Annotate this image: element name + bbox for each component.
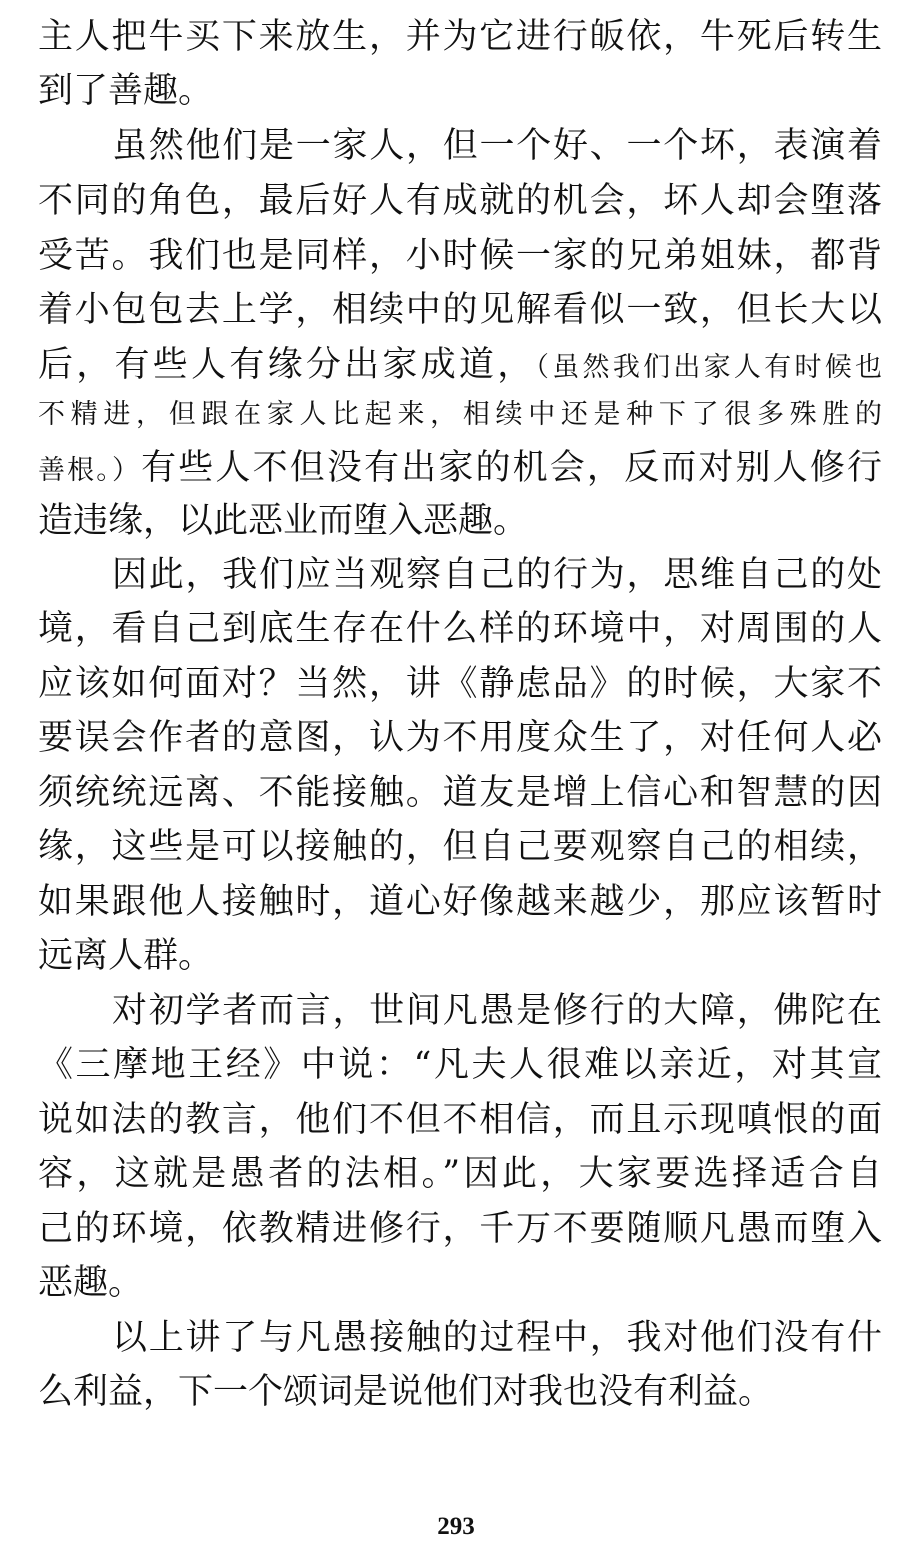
text-line: 虽然他们是一家人，但一个好、一个坏，表演着 — [112, 126, 882, 166]
text-line: 因此，我们应当观察自己的行为，思维自己的处 — [112, 555, 882, 595]
page-number: 293 — [437, 1513, 475, 1540]
text-line: 以上讲了与凡愚接触的过程中，我对他们没有什 — [112, 1318, 882, 1358]
text-line: 主人把牛买下来放生，并为它进行皈依，牛死后转生 — [38, 17, 882, 57]
text-line: 说如法的教言，他们不但不相信，而且示现嗔恨的面 — [38, 1100, 882, 1140]
annotation-text: 善根。） — [38, 455, 142, 486]
text-line: 《三摩地王经》中说：“凡夫人很难以亲近，对其宣 — [38, 1045, 882, 1085]
text-line: 不同的角色，最后好人有成就的机会，坏人却会堕落 — [38, 181, 882, 221]
annotation-line: 不精进，但跟在家人比起来，相续中还是种下了很多殊胜的 — [38, 399, 882, 430]
text-line: 着小包包去上学，相续中的见解看似一致，但长大以 — [38, 290, 882, 330]
text-line: 对初学者而言，世间凡愚是修行的大障，佛陀在 — [112, 991, 882, 1031]
text-line: 恶趣。 — [38, 1263, 144, 1303]
text-line — [38, 443, 882, 493]
text-line — [38, 340, 882, 390]
text-segment: 后，有些人有缘分出家成道， — [38, 345, 536, 385]
text-line: 要误会作者的意图，认为不用度众生了，对任何人必 — [38, 718, 882, 758]
text-line: 远离人群。 — [38, 936, 214, 976]
text-line: 缘，这些是可以接触的，但自己要观察自己的相续， — [38, 827, 882, 867]
text-line: 么利益，下一个颂词是说他们对我也没有利益。 — [38, 1372, 774, 1412]
text-line: 己的环境，依教精进修行，千万不要随顺凡愚而堕入 — [38, 1209, 882, 1249]
text-line: 造违缘，以此恶业而堕入恶趣。 — [38, 501, 529, 541]
text-segment: 有些人不但没有出家的机会，反而对别人修行 — [141, 448, 882, 488]
text-line: 如果跟他人接触时，道心好像越来越少，那应该暂时 — [38, 882, 882, 922]
annotation-text: （虽然我们出家人有时候也 — [535, 352, 882, 383]
text-line: 须统统远离、不能接触。道友是增上信心和智慧的因 — [38, 773, 882, 813]
text-line: 应该如何面对？当然，讲《静虑品》的时候，大家不 — [38, 664, 882, 704]
text-line: 境，看自己到底生存在什么样的环境中，对周围的人 — [38, 609, 882, 649]
text-line: 受苦。我们也是同样，小时候一家的兄弟姐妹，都背 — [38, 236, 882, 276]
text-line: 容，这就是愚者的法相。”因此，大家要选择适合自 — [38, 1154, 882, 1194]
text-line: 到了善趣。 — [38, 71, 214, 111]
